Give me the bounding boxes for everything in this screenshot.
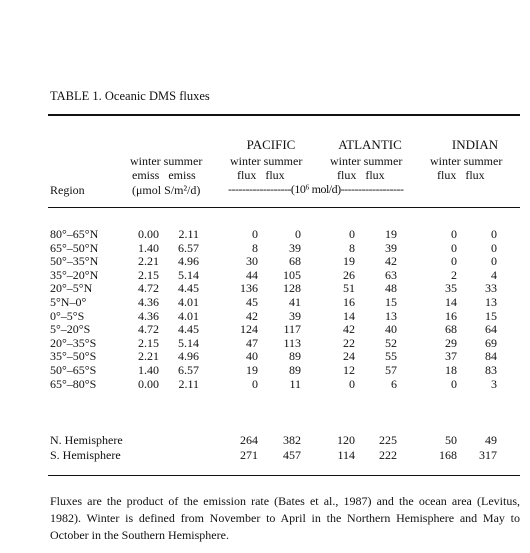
table-footnote: Fluxes are the product of the emission rate (Bates et al., 1987) and the ocean area (Levitus, 1982). Winter is defined from November to April in the Northern Hemisphere and May to October in the Southern Hemisphere. [50,494,520,542]
region-cell: 35°–50°S [50,349,97,364]
value-cell-aw: 26 [343,267,355,282]
value-cell-aw: 22 [343,335,355,350]
indian-season-header: winter summer [430,154,503,168]
value-cell-iw: 14 [445,295,457,309]
value-cell-aw: 14 [343,308,355,323]
value-cell-ps: 105 [283,267,301,282]
total-cell-aw: 120 [337,433,355,447]
emiss-type-header: emiss emiss [132,168,196,182]
value-cell-as: 40 [385,322,397,337]
value-cell-pw: 30 [246,254,258,269]
region-cell: 65°–80°S [50,376,97,391]
value-cell-ew: 1.40 [138,240,159,255]
value-cell-es: 4.45 [178,281,199,296]
value-cell-is: 0 [491,254,497,269]
value-cell-aw: 19 [343,254,355,269]
value-cell-es: 5.14 [178,267,199,282]
value-cell-aw: 0 [349,227,355,241]
value-cell-es: 4.01 [178,308,199,323]
value-cell-iw: 37 [445,349,457,364]
total-cell-is: 49 [485,433,497,447]
value-cell-is: 64 [485,322,497,337]
value-cell-is: 69 [485,335,497,350]
value-cell-iw: 35 [445,281,457,296]
value-cell-as: 57 [385,363,397,377]
value-cell-iw: 2 [451,267,457,282]
value-cell-ps: 113 [283,335,301,350]
value-cell-as: 39 [385,240,397,255]
value-cell-iw: 29 [445,335,457,350]
value-cell-as: 63 [385,267,397,282]
value-cell-iw: 0 [451,227,457,241]
value-cell-as: 13 [385,308,397,323]
total-cell-as: 222 [379,447,397,462]
value-cell-pw: 124 [240,322,258,337]
emiss-season-header: winter summer [130,154,203,168]
value-cell-iw: 18 [445,363,457,377]
flux-units-header: ------------------(10⁶ mol/d)------------------ [228,182,404,196]
caption-label: TABLE 1. [50,89,102,103]
value-cell-es: 4.45 [178,322,199,337]
value-cell-aw: 42 [343,322,355,337]
value-cell-is: 0 [491,240,497,255]
atlantic-flux-header: flux flux [337,168,385,182]
top-rule [48,114,520,116]
pacific-header: PACIFIC [246,137,296,152]
value-cell-ps: 68 [289,254,301,269]
value-cell-pw: 42 [246,308,258,323]
value-cell-ps: 39 [289,308,301,323]
total-cell-ps: 457 [283,447,301,462]
value-cell-is: 84 [485,349,497,364]
value-cell-pw: 8 [252,240,258,255]
pacific-flux-header: flux flux [237,168,285,182]
value-cell-ps: 89 [289,363,301,377]
value-cell-ew: 0.00 [138,376,159,391]
value-cell-is: 33 [485,281,497,296]
value-cell-pw: 47 [246,335,258,350]
total-cell-as: 225 [379,433,397,447]
value-cell-is: 4 [491,267,497,282]
value-cell-is: 15 [485,308,497,323]
region-cell: 65°–50°N [50,240,99,255]
value-cell-ps: 128 [283,281,301,296]
value-cell-is: 3 [491,376,497,391]
value-cell-ew: 0.00 [138,227,159,241]
value-cell-iw: 0 [451,254,457,269]
value-cell-ew: 4.36 [138,295,159,309]
region-cell: 5°N–0° [50,295,87,309]
table-caption [50,89,210,104]
indian-flux-header: flux flux [437,168,485,182]
atlantic-header: ATLANTIC [338,137,402,152]
value-cell-aw: 24 [343,349,355,364]
value-cell-es: 5.14 [178,335,199,350]
region-cell: 5°–20°S [50,322,91,337]
value-cell-ew: 1.40 [138,363,159,377]
region-header: Region [50,183,85,197]
region-cell: 80°–65°N [50,227,99,241]
total-cell-pw: 271 [240,447,258,462]
region-cell: 50°–35°N [50,254,99,269]
value-cell-as: 42 [385,254,397,269]
value-cell-es: 4.01 [178,295,199,309]
value-cell-aw: 8 [349,240,355,255]
value-cell-ew: 2.15 [138,267,159,282]
value-cell-iw: 68 [445,322,457,337]
value-cell-aw: 51 [343,281,355,296]
value-cell-ew: 4.72 [138,322,159,337]
atlantic-season-header: winter summer [330,154,403,168]
totals-label: S. Hemisphere [50,447,121,462]
value-cell-as: 15 [385,295,397,309]
totals-label: N. Hemisphere [50,433,123,447]
value-cell-es: 6.57 [178,363,199,377]
value-cell-pw: 40 [246,349,258,364]
total-cell-pw: 264 [240,433,258,447]
value-cell-ps: 89 [289,349,301,364]
value-cell-pw: 45 [246,295,258,309]
value-cell-pw: 19 [246,363,258,377]
value-cell-is: 0 [491,227,497,241]
value-cell-as: 55 [385,349,397,364]
value-cell-es: 4.96 [178,254,199,269]
region-cell: 0°–5°S [50,308,85,323]
value-cell-es: 2.11 [178,227,199,241]
value-cell-iw: 0 [451,240,457,255]
region-cell: 20°–35°S [50,335,97,350]
value-cell-es: 6.57 [178,240,199,255]
bottom-rule [48,475,520,476]
total-cell-iw: 50 [445,433,457,447]
indian-header: INDIAN [451,137,499,152]
total-cell-aw: 114 [337,447,355,462]
value-cell-as: 48 [385,281,397,296]
value-cell-ew: 2.21 [138,349,159,364]
pacific-season-header: winter summer [230,154,303,168]
value-cell-iw: 16 [445,308,457,323]
value-cell-ew: 4.36 [138,308,159,323]
value-cell-is: 13 [485,295,497,309]
value-cell-ps: 117 [283,322,301,337]
value-cell-aw: 16 [343,295,355,309]
value-cell-es: 4.96 [178,349,199,364]
value-cell-ps: 11 [289,376,301,391]
value-cell-pw: 0 [252,227,258,241]
value-cell-as: 52 [385,335,397,350]
value-cell-aw: 0 [349,376,355,391]
total-cell-ps: 382 [283,433,301,447]
total-cell-iw: 168 [439,447,457,462]
value-cell-is: 83 [485,363,497,377]
emiss-units-header: (μmol S/m²/d) [132,183,201,197]
total-cell-is: 317 [479,447,497,462]
value-cell-aw: 12 [343,363,355,377]
value-cell-pw: 0 [252,376,258,391]
value-cell-ps: 0 [295,227,301,241]
value-cell-iw: 0 [451,376,457,391]
value-cell-as: 19 [385,227,397,241]
caption-title: Oceanic DMS fluxes [104,89,210,103]
header-rule [48,207,520,208]
region-cell: 35°–20°N [50,267,99,282]
value-cell-as: 6 [391,376,397,391]
value-cell-ps: 41 [289,295,301,309]
value-cell-ew: 2.21 [138,254,159,269]
region-cell: 50°–65°S [50,363,97,377]
value-cell-es: 2.11 [178,376,199,391]
value-cell-ew: 4.72 [138,281,159,296]
value-cell-pw: 44 [246,267,258,282]
value-cell-pw: 136 [240,281,258,296]
value-cell-ew: 2.15 [138,335,159,350]
region-cell: 20°–5°N [50,281,93,296]
value-cell-ps: 39 [289,240,301,255]
